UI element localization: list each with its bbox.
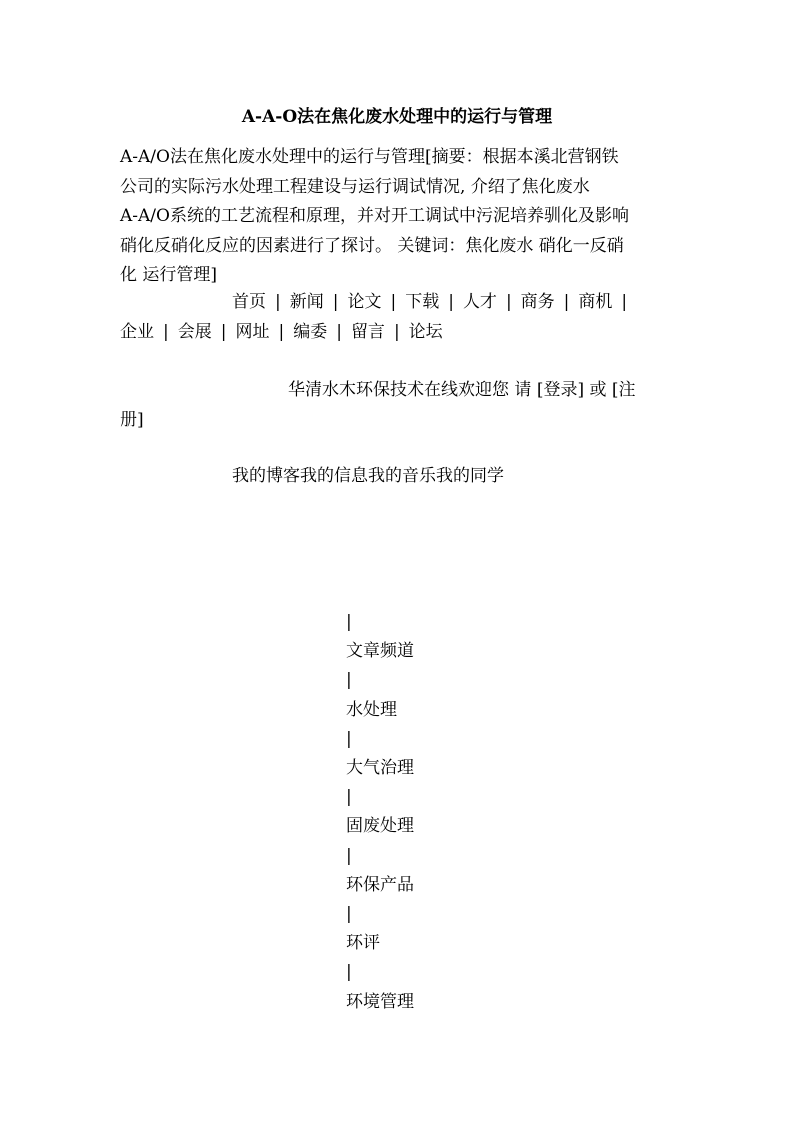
register-link[interactable]: [注 — [611, 380, 636, 400]
channel-separator: | — [346, 670, 352, 691]
channel-eco-products[interactable]: 环保产品 — [346, 874, 414, 895]
channel-eia[interactable]: 环评 — [346, 933, 380, 954]
site-nav — [120, 287, 686, 347]
my-classmates-link[interactable]: 我的同学 — [436, 466, 504, 486]
nav-separator: | — [278, 322, 285, 342]
nav-separator: | — [505, 292, 512, 312]
channel-separator: | — [346, 962, 352, 983]
nav-separator: | — [163, 322, 169, 342]
nav-separator: | — [220, 322, 227, 342]
channel-separator: | — [346, 904, 352, 925]
nav-separator: | — [393, 322, 400, 342]
nav-link-downloads[interactable]: 下载 — [405, 292, 440, 312]
channel-separator: | — [346, 787, 352, 808]
nav-row-2 — [120, 317, 686, 347]
my-blog-link[interactable]: 我的博客 — [232, 466, 300, 486]
abstract-line: 化 运行管理] — [120, 265, 218, 285]
nav-link-news[interactable]: 新闻 — [289, 292, 324, 312]
nav-link-messages[interactable]: 留言 — [350, 322, 385, 342]
channel-water-treatment[interactable]: 水处理 — [346, 699, 397, 720]
abstract-paragraph — [120, 143, 686, 291]
channel-separator: | — [346, 728, 352, 749]
login-link[interactable]: [登录] — [536, 380, 585, 400]
nav-link-editorial[interactable]: 编委 — [293, 322, 328, 342]
nav-separator: | — [275, 292, 281, 312]
welcome-text: 华清水木环保技术在线欢迎您 请 — [288, 380, 532, 400]
nav-link-home[interactable]: 首页 — [232, 292, 266, 312]
nav-link-enterprises[interactable]: 企业 — [120, 322, 154, 342]
channel-separator: | — [346, 612, 352, 632]
welcome-or: 或 — [589, 380, 607, 400]
channel-env-management[interactable]: 环境管理 — [346, 991, 414, 1012]
page-title: A-A-O法在焦化废水处理中的运行与管理 — [241, 107, 553, 127]
nav-link-exhibitions[interactable]: 会展 — [177, 322, 212, 342]
register-link-continued[interactable]: 册] — [120, 410, 144, 430]
my-info-link[interactable]: 我的信息 — [300, 466, 368, 486]
nav-link-papers[interactable]: 论文 — [347, 292, 382, 312]
user-links — [232, 462, 504, 490]
nav-link-forum[interactable]: 论坛 — [408, 322, 443, 342]
nav-separator: | — [336, 322, 342, 342]
welcome-bar — [120, 375, 690, 435]
channel-list — [346, 608, 414, 1017]
nav-separator: | — [563, 292, 570, 312]
abstract-line: 硝化反硝化反应的因素进行了探讨。 关键词：焦化废水 硝化一反硝 — [120, 235, 624, 256]
channel-articles[interactable]: 文章频道 — [346, 641, 414, 662]
nav-separator: | — [390, 292, 397, 312]
channel-solid-waste[interactable]: 固废处理 — [346, 816, 414, 837]
nav-row-1 — [120, 287, 686, 317]
nav-link-websites[interactable]: 网址 — [235, 322, 270, 342]
nav-separator: | — [448, 292, 454, 312]
nav-link-talent[interactable]: 人才 — [462, 292, 497, 312]
nav-link-business[interactable]: 商务 — [520, 292, 555, 312]
nav-separator: | — [621, 292, 628, 312]
channel-air-pollution[interactable]: 大气治理 — [346, 758, 414, 779]
abstract-line: A-A/O系统的工艺流程和原理，并对开工调试中污泥培养驯化及影响 — [120, 206, 629, 226]
abstract-line: A-A/O法在焦化废水处理中的运行与管理[摘要：根据本溪北营钢铁 — [120, 147, 619, 167]
nav-link-opportunities[interactable]: 商机 — [578, 292, 613, 312]
nav-separator: | — [332, 292, 339, 312]
my-music-link[interactable]: 我的音乐 — [368, 466, 436, 486]
abstract-line: 公司的实际污水处理工程建设与运行调试情况, 介绍了焦化废水 — [120, 176, 590, 197]
channel-separator: | — [346, 845, 352, 866]
welcome-line-2 — [120, 405, 690, 435]
welcome-line-1 — [120, 375, 690, 405]
